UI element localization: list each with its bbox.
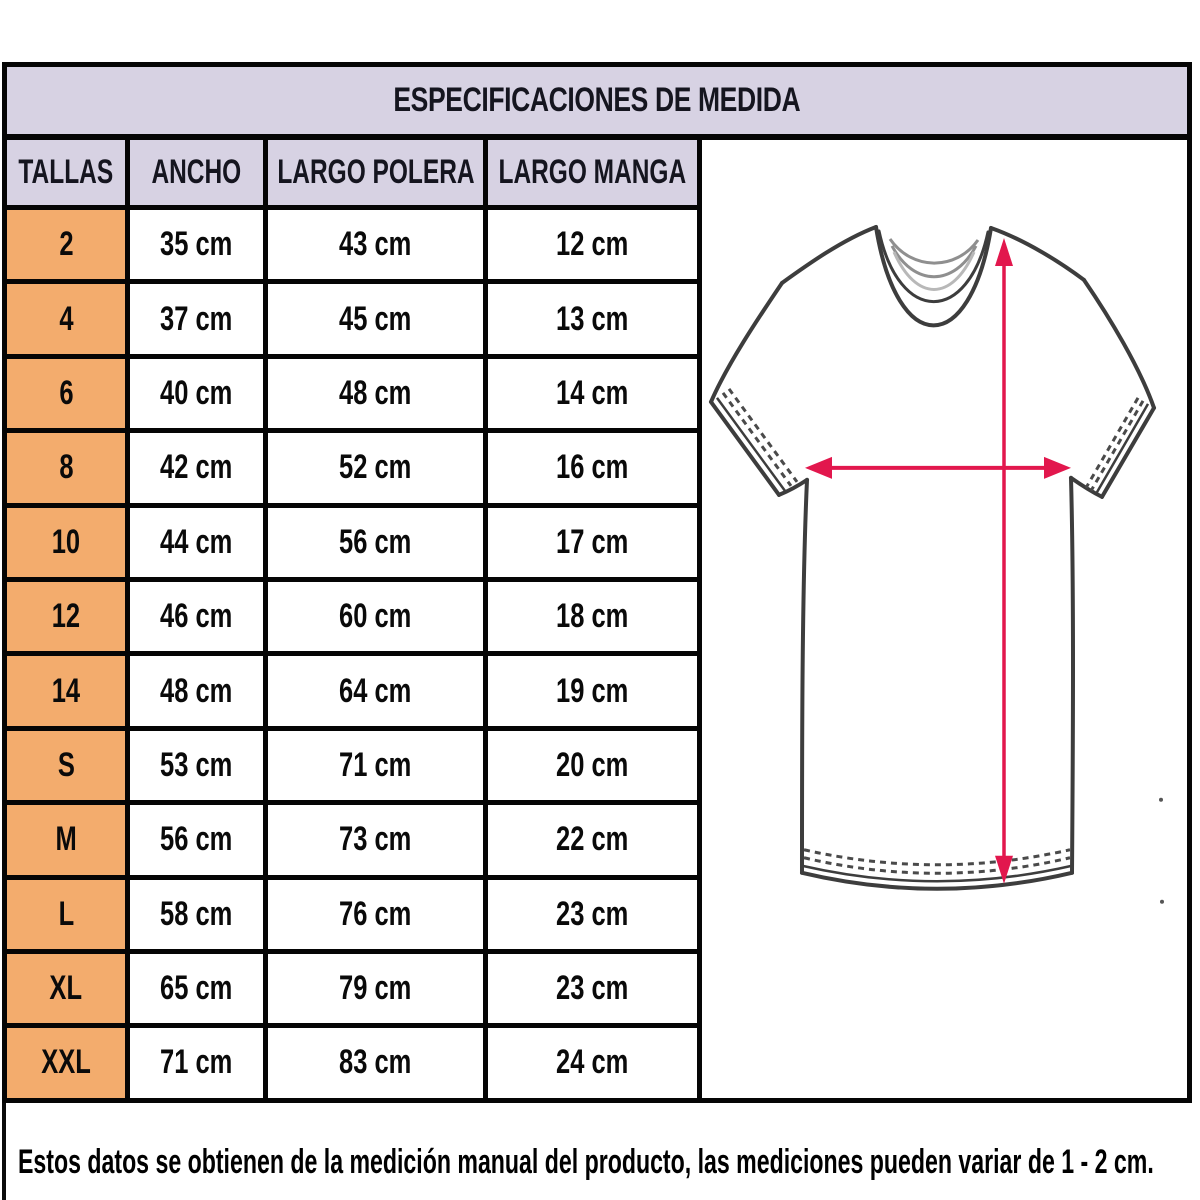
measurement-cell bbox=[130, 284, 263, 353]
cell-text: 56 cm bbox=[160, 820, 233, 859]
size-label-cell bbox=[7, 805, 125, 874]
cuff-bands bbox=[717, 398, 1148, 881]
cell-text: L bbox=[58, 894, 74, 933]
size-label-cell bbox=[7, 880, 125, 949]
length-arrow bbox=[995, 238, 1013, 884]
column-header-label: TALLAS bbox=[18, 153, 114, 191]
measurement-cell bbox=[268, 433, 483, 502]
cell-text: 4 bbox=[58, 299, 74, 338]
measurement-cell bbox=[488, 656, 697, 725]
size-label-cell bbox=[7, 954, 125, 1023]
measurement-cell bbox=[130, 1028, 263, 1097]
cell-text: 17 cm bbox=[556, 522, 629, 561]
measurement-cell bbox=[488, 508, 697, 577]
cell-text: 46 cm bbox=[160, 597, 233, 636]
cell-text: XL bbox=[49, 969, 83, 1008]
arrow-left-head bbox=[805, 457, 832, 479]
measurement-cell bbox=[488, 731, 697, 800]
measurement-cell bbox=[130, 880, 263, 949]
cell-text: 76 cm bbox=[339, 894, 412, 933]
arrow-right-head bbox=[1044, 457, 1071, 479]
column-header-largo-manga bbox=[488, 140, 697, 205]
measurement-cell bbox=[488, 954, 697, 1023]
column-header-tallas bbox=[7, 140, 125, 205]
tshirt-diagram-panel bbox=[702, 140, 1187, 1098]
cell-text: 22 cm bbox=[556, 820, 629, 859]
measurement-cell bbox=[488, 582, 697, 651]
cell-text: 12 cm bbox=[556, 225, 629, 264]
cell-text: 43 cm bbox=[339, 225, 412, 264]
column-header-label: ANCHO bbox=[151, 153, 242, 191]
cell-text: 48 cm bbox=[160, 671, 233, 710]
cell-text: 44 cm bbox=[160, 522, 233, 561]
size-label-cell bbox=[7, 582, 125, 651]
arrow-up-head bbox=[995, 238, 1013, 266]
sleeve-stitching-right bbox=[1091, 401, 1143, 491]
cell-text: 20 cm bbox=[556, 745, 629, 784]
sleeve-stitching-left bbox=[723, 393, 791, 486]
column-header-ancho bbox=[130, 140, 263, 205]
size-table bbox=[7, 140, 1187, 1098]
cell-text: 2 bbox=[58, 225, 74, 264]
measurement-cell bbox=[130, 508, 263, 577]
size-label-cell bbox=[7, 210, 125, 279]
size-label-cell bbox=[7, 508, 125, 577]
measurement-cell bbox=[130, 210, 263, 279]
size-label-cell bbox=[7, 359, 125, 428]
measurement-cell bbox=[268, 805, 483, 874]
measurement-cell bbox=[130, 656, 263, 725]
note-text: Estos datos se obtienen de la medición manual del producto, las mediciones pueden variar de 1 - 2 cm. bbox=[18, 1143, 1154, 1181]
measurement-cell bbox=[268, 508, 483, 577]
measurement-cell bbox=[488, 805, 697, 874]
size-table-board bbox=[2, 62, 1192, 1103]
measurement-cell bbox=[488, 880, 697, 949]
cell-text: 24 cm bbox=[556, 1043, 629, 1082]
measurement-cell bbox=[488, 1028, 697, 1097]
cell-text: 79 cm bbox=[339, 969, 412, 1008]
size-label-cell bbox=[7, 731, 125, 800]
measurement-cell bbox=[268, 359, 483, 428]
cell-text: 14 bbox=[51, 671, 81, 710]
cell-text: 10 bbox=[51, 522, 81, 561]
column-header-largo-polera bbox=[268, 140, 483, 205]
measurement-cell bbox=[268, 284, 483, 353]
measurement-cell bbox=[268, 1028, 483, 1097]
cell-text: 12 bbox=[51, 597, 81, 636]
measurement-cell bbox=[130, 359, 263, 428]
cell-text: 23 cm bbox=[556, 894, 629, 933]
cell-text: 58 cm bbox=[160, 894, 233, 933]
cell-text: 65 cm bbox=[160, 969, 233, 1008]
cell-text: 8 bbox=[58, 448, 74, 487]
size-label-cell bbox=[7, 656, 125, 725]
cell-text: 73 cm bbox=[339, 820, 412, 859]
cell-text: 83 cm bbox=[339, 1043, 412, 1082]
measurement-cell bbox=[488, 210, 697, 279]
measurement-cell bbox=[488, 359, 697, 428]
cell-text: 18 cm bbox=[556, 597, 629, 636]
cell-text: 13 cm bbox=[556, 299, 629, 338]
cell-text: 14 cm bbox=[556, 373, 629, 412]
cell-text: 37 cm bbox=[160, 299, 233, 338]
measurement-cell bbox=[268, 731, 483, 800]
size-label-cell bbox=[7, 284, 125, 353]
tshirt-diagram-svg bbox=[702, 140, 1187, 1098]
note bbox=[2, 1103, 1196, 1200]
cell-text: M bbox=[55, 820, 77, 859]
cell-text: 23 cm bbox=[556, 969, 629, 1008]
cell-text: 6 bbox=[58, 373, 74, 412]
measurement-cell bbox=[268, 880, 483, 949]
measurement-cell bbox=[130, 582, 263, 651]
measurement-cell bbox=[268, 582, 483, 651]
cell-text: 42 cm bbox=[160, 448, 233, 487]
measurement-cell bbox=[488, 284, 697, 353]
cell-text: 71 cm bbox=[160, 1043, 233, 1082]
size-label-cell bbox=[7, 1028, 125, 1097]
cell-text: 64 cm bbox=[339, 671, 412, 710]
cell-text: 16 cm bbox=[556, 448, 629, 487]
cell-text: S bbox=[57, 745, 75, 784]
speck bbox=[1159, 798, 1163, 802]
measurement-cell bbox=[130, 954, 263, 1023]
stitching-lines bbox=[723, 389, 1143, 873]
measurement-cell bbox=[488, 433, 697, 502]
title-bar bbox=[7, 67, 1187, 140]
cell-text: XXL bbox=[41, 1043, 91, 1082]
speck bbox=[1160, 900, 1164, 904]
measurement-cell bbox=[130, 805, 263, 874]
cell-text: 53 cm bbox=[160, 745, 233, 784]
measurement-cell bbox=[130, 731, 263, 800]
cell-text: 19 cm bbox=[556, 671, 629, 710]
cell-text: 60 cm bbox=[339, 597, 412, 636]
measurement-cell bbox=[268, 656, 483, 725]
cell-text: 40 cm bbox=[160, 373, 233, 412]
column-header-label: LARGO MANGA bbox=[498, 153, 687, 191]
column-header-label: LARGO POLERA bbox=[276, 153, 475, 191]
cell-text: 56 cm bbox=[339, 522, 412, 561]
page-title: ESPECIFICACIONES DE MEDIDA bbox=[393, 81, 801, 119]
cell-text: 52 cm bbox=[339, 448, 412, 487]
tshirt-outline bbox=[711, 227, 1154, 889]
cell-text: 48 cm bbox=[339, 373, 412, 412]
size-label-cell bbox=[7, 433, 125, 502]
arrow-down-head bbox=[995, 856, 1013, 884]
width-arrow bbox=[805, 457, 1071, 479]
collar-back-lines bbox=[890, 239, 978, 289]
measurement-cell bbox=[268, 954, 483, 1023]
cell-text: 71 cm bbox=[339, 745, 412, 784]
measurement-cell bbox=[130, 433, 263, 502]
cell-text: 35 cm bbox=[160, 225, 233, 264]
cell-text: 45 cm bbox=[339, 299, 412, 338]
measurement-cell bbox=[268, 210, 483, 279]
